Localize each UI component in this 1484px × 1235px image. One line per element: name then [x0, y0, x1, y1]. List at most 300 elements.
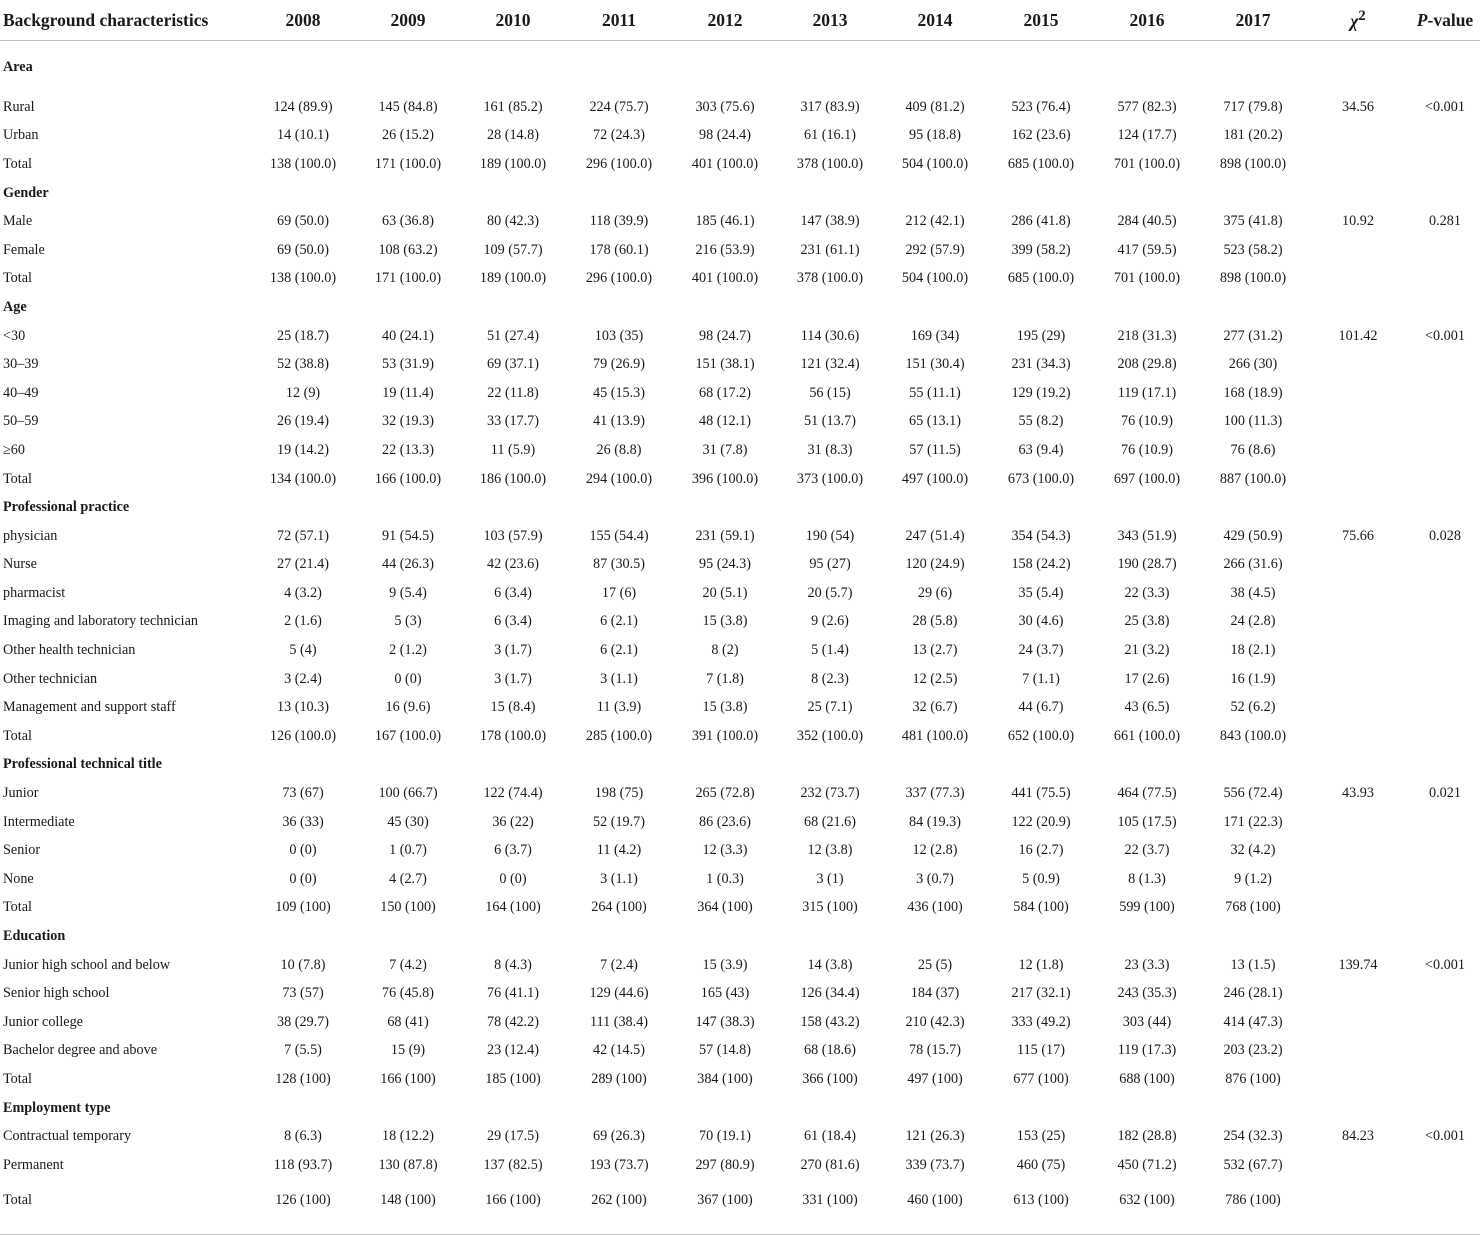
year-value-cell: 577 (82.3) — [1117, 98, 1177, 115]
year-value-cell: 460 (100) — [882, 1180, 988, 1235]
year-value-cell: 103 (57.9) — [483, 527, 543, 544]
year-value-cell: 2 (1.6) — [284, 613, 322, 630]
year-value-cell: 3 (1.1) — [600, 670, 638, 687]
year-value-cell: 51 (27.4) — [486, 327, 539, 344]
chi-square-cell — [1306, 122, 1410, 151]
table-row — [0, 951, 1480, 980]
year-value-cell: 100 (66.7) — [378, 785, 438, 802]
p-value-cell: 0.028 — [1429, 527, 1461, 544]
year-value-cell: 401 (100.0) — [691, 270, 759, 287]
header-year: 2008 — [250, 0, 356, 41]
year-value-cell: 184 (37) — [910, 985, 960, 1002]
year-value-cell: 224 (75.7) — [589, 98, 649, 115]
p-value-cell — [1410, 1065, 1480, 1094]
year-value-cell: 31 (7.8) — [702, 441, 748, 458]
table-row — [0, 236, 1480, 265]
row-label: Bachelor degree and above — [3, 1042, 158, 1059]
year-value-cell: 63 (36.8) — [381, 213, 434, 230]
year-value-cell: 25 (5) — [917, 956, 953, 973]
year-value-cell: 100 (11.3) — [1223, 413, 1283, 430]
year-value-cell: 118 (39.9) — [589, 213, 649, 230]
year-value-cell: 186 (100.0) — [479, 470, 547, 487]
row-label: Contractual temporary — [3, 1128, 132, 1145]
year-value-cell: 124 (17.7) — [1117, 127, 1177, 144]
table-row — [0, 779, 1480, 808]
year-value-cell: 162 (23.6) — [1011, 127, 1071, 144]
year-value-cell: 53 (31.9) — [381, 356, 434, 373]
year-value-cell: 45 (15.3) — [592, 384, 645, 401]
year-value-cell: 5 (4) — [289, 642, 317, 659]
header-year: 2009 — [356, 0, 460, 41]
chi-square-cell — [1306, 379, 1410, 408]
section-header-row — [0, 41, 1480, 94]
year-value-cell: 12 (3.3) — [702, 842, 748, 859]
chi-square-cell — [1306, 150, 1410, 179]
p-value-cell — [1410, 979, 1480, 1008]
year-value-cell: 195 (29) — [1016, 327, 1066, 344]
header-p-value — [1410, 0, 1480, 41]
year-value-cell: 86 (23.6) — [698, 813, 751, 830]
chi-square-cell — [1306, 1180, 1410, 1235]
year-value-cell: 126 (100) — [250, 1180, 356, 1235]
year-value-cell: 584 (100) — [1013, 899, 1069, 916]
year-value-cell: 33 (17.7) — [486, 413, 539, 430]
row-label: Total — [3, 727, 32, 744]
year-value-cell: 11 (5.9) — [490, 441, 536, 458]
year-value-cell: 129 (19.2) — [1011, 384, 1071, 401]
year-value-cell: 18 (2.1) — [1230, 642, 1276, 659]
chi-square-cell: 75.66 — [1342, 527, 1374, 544]
year-value-cell: 65 (13.1) — [908, 413, 961, 430]
p-value-cell — [1410, 722, 1480, 751]
year-value-cell: 138 (100.0) — [269, 155, 337, 172]
chi-square-cell — [1306, 1008, 1410, 1037]
year-value-cell: 8 (2.3) — [811, 670, 849, 687]
year-value-cell: 661 (100.0) — [1113, 727, 1181, 744]
section-title: Professional practice — [3, 499, 130, 516]
year-value-cell: 8 (1.3) — [1128, 870, 1166, 887]
year-value-cell: 29 (6) — [917, 584, 953, 601]
year-value-cell: 354 (54.3) — [1011, 527, 1071, 544]
year-value-cell: 38 (29.7) — [276, 1013, 329, 1030]
year-value-cell: 284 (40.5) — [1117, 213, 1177, 230]
year-value-cell: 203 (23.2) — [1223, 1042, 1283, 1059]
year-value-cell: 417 (59.5) — [1117, 241, 1177, 258]
year-value-cell: 76 (41.1) — [486, 985, 539, 1002]
year-value-cell: 44 (26.3) — [381, 556, 434, 573]
year-value-cell: 9 (1.2) — [1234, 870, 1272, 887]
section-header-row — [0, 179, 1480, 208]
year-value-cell: 504 (100.0) — [901, 270, 969, 287]
year-value-cell: 898 (100.0) — [1219, 270, 1287, 287]
year-value-cell: 497 (100.0) — [901, 470, 969, 487]
year-value-cell: 91 (54.5) — [381, 527, 434, 544]
table-row — [0, 579, 1480, 608]
year-value-cell: 27 (21.4) — [276, 556, 329, 573]
table-row — [0, 408, 1480, 437]
year-value-cell: 31 (8.3) — [807, 441, 853, 458]
year-value-cell: 80 (42.3) — [486, 213, 539, 230]
year-value-cell: 7 (1.1) — [1022, 670, 1060, 687]
year-value-cell: 12 (3.8) — [807, 842, 853, 859]
year-value-cell: 436 (100) — [907, 899, 963, 916]
year-value-cell: 171 (100.0) — [374, 155, 442, 172]
year-value-cell: 378 (100.0) — [796, 155, 864, 172]
year-value-cell: 212 (42.1) — [905, 213, 965, 230]
year-value-cell: 8 (2) — [711, 642, 739, 659]
chi-square-cell: 101.42 — [1338, 327, 1378, 344]
chi-superscript: 2 — [1358, 8, 1366, 25]
year-value-cell: 523 (58.2) — [1223, 241, 1283, 258]
p-value-cell — [1410, 465, 1480, 494]
year-value-cell: 3 (0.7) — [916, 870, 954, 887]
year-value-cell: 69 (26.3) — [592, 1128, 645, 1145]
row-label: 30–39 — [3, 356, 39, 373]
year-value-cell: 76 (10.9) — [1120, 441, 1173, 458]
row-label: Male — [3, 213, 33, 230]
year-value-cell: 126 (100.0) — [269, 727, 337, 744]
year-value-cell: 95 (24.3) — [698, 556, 751, 573]
chi-square-cell — [1306, 665, 1410, 694]
table-row — [0, 665, 1480, 694]
row-label: <30 — [3, 327, 26, 344]
year-value-cell: 266 (31.6) — [1223, 556, 1283, 573]
year-value-cell: 158 (43.2) — [800, 1013, 860, 1030]
p-value-cell — [1410, 236, 1480, 265]
year-value-cell: 697 (100.0) — [1113, 470, 1181, 487]
year-value-cell: 464 (77.5) — [1117, 785, 1177, 802]
year-value-cell: 51 (13.7) — [803, 413, 856, 430]
table-row — [0, 865, 1480, 894]
year-value-cell: 12 (2.5) — [912, 670, 958, 687]
year-value-cell: 384 (100) — [697, 1070, 753, 1087]
year-value-cell: 48 (12.1) — [698, 413, 751, 430]
year-value-cell: 296 (100.0) — [585, 155, 653, 172]
table-row — [0, 722, 1480, 751]
year-value-cell: 429 (50.9) — [1223, 527, 1283, 544]
year-value-cell: 190 (28.7) — [1117, 556, 1177, 573]
table-row — [0, 436, 1480, 465]
year-value-cell: 1 (0.3) — [706, 870, 744, 887]
year-value-cell: 166 (100.0) — [374, 470, 442, 487]
year-value-cell: 22 (3.7) — [1124, 842, 1170, 859]
year-value-cell: 22 (3.3) — [1124, 584, 1170, 601]
year-value-cell: 161 (85.2) — [483, 98, 543, 115]
chi-square-cell — [1306, 1065, 1410, 1094]
year-value-cell: 898 (100.0) — [1219, 155, 1287, 172]
year-value-cell: 460 (75) — [1016, 1156, 1066, 1173]
year-value-cell: 24 (3.7) — [1018, 642, 1064, 659]
year-value-cell: 190 (54) — [805, 527, 855, 544]
year-value-cell: 134 (100.0) — [269, 470, 337, 487]
year-value-cell: 32 (6.7) — [912, 699, 958, 716]
year-value-cell: 216 (53.9) — [695, 241, 755, 258]
year-value-cell: 3 (1.7) — [494, 670, 532, 687]
year-value-cell: 22 (11.8) — [487, 384, 539, 401]
year-value-cell: 119 (17.3) — [1117, 1042, 1177, 1059]
year-value-cell: 337 (77.3) — [905, 785, 965, 802]
year-value-cell: 151 (30.4) — [905, 356, 965, 373]
p-value-cell — [1410, 350, 1480, 379]
chi-square-cell: 84.23 — [1342, 1128, 1374, 1145]
year-value-cell: 7 (5.5) — [284, 1042, 322, 1059]
year-value-cell: 26 (19.4) — [276, 413, 329, 430]
year-value-cell: 150 (100) — [380, 899, 436, 916]
year-value-cell: 12 (2.8) — [912, 842, 958, 859]
p-value-cell — [1410, 693, 1480, 722]
year-value-cell: 688 (100) — [1119, 1070, 1175, 1087]
year-value-cell: 24 (2.8) — [1230, 613, 1276, 630]
table-row — [0, 1037, 1480, 1066]
year-value-cell: 21 (3.2) — [1124, 642, 1170, 659]
year-value-cell: 3 (1.1) — [600, 870, 638, 887]
year-value-cell: 231 (61.1) — [800, 241, 860, 258]
year-value-cell: 701 (100.0) — [1113, 270, 1181, 287]
year-value-cell: 68 (18.6) — [803, 1042, 856, 1059]
row-label: None — [3, 870, 34, 887]
row-label: Other technician — [3, 670, 98, 687]
year-value-cell: 105 (17.5) — [1117, 813, 1177, 830]
p-value-cell: <0.001 — [1425, 1128, 1465, 1145]
year-value-cell: 126 (34.4) — [800, 985, 860, 1002]
year-value-cell: 5 (1.4) — [811, 642, 849, 659]
year-value-cell: 333 (49.2) — [1011, 1013, 1071, 1030]
table-row — [0, 894, 1480, 923]
row-label: 50–59 — [3, 413, 39, 430]
year-value-cell: 72 (24.3) — [592, 127, 645, 144]
year-value-cell: 292 (57.9) — [905, 241, 965, 258]
year-value-cell: 254 (32.3) — [1223, 1128, 1283, 1145]
year-value-cell: 72 (57.1) — [276, 527, 329, 544]
year-value-cell: 7 (4.2) — [389, 956, 427, 973]
year-value-cell: 193 (73.7) — [589, 1156, 649, 1173]
year-value-cell: 45 (30) — [387, 813, 429, 830]
table-row — [0, 808, 1480, 837]
header-year: 2016 — [1094, 0, 1200, 41]
row-label: Junior — [3, 785, 39, 802]
chi-square-cell — [1306, 608, 1410, 637]
p-value-cell: 0.021 — [1429, 785, 1461, 802]
row-label: Imaging and laboratory technician — [3, 613, 199, 630]
table-header — [0, 0, 1480, 41]
year-value-cell: 28 (14.8) — [486, 127, 539, 144]
row-label: Urban — [3, 127, 39, 144]
section-title: Area — [3, 58, 33, 75]
section-title: Employment type — [3, 1099, 111, 1116]
p-value-cell — [1410, 265, 1480, 294]
year-value-cell: 23 (3.3) — [1124, 956, 1170, 973]
table-row — [0, 1180, 1480, 1235]
row-label: Intermediate — [3, 813, 75, 830]
year-value-cell: 121 (32.4) — [800, 356, 860, 373]
year-value-cell: 4 (3.2) — [284, 584, 322, 601]
year-value-cell: 171 (22.3) — [1223, 813, 1283, 830]
year-value-cell: 399 (58.2) — [1011, 241, 1071, 258]
year-value-cell: 352 (100.0) — [796, 727, 864, 744]
year-value-cell: 876 (100) — [1225, 1070, 1281, 1087]
year-value-cell: 79 (26.9) — [592, 356, 645, 373]
table-row — [0, 93, 1480, 122]
table-row — [0, 350, 1480, 379]
table-row — [0, 265, 1480, 294]
year-value-cell: 367 (100) — [672, 1180, 778, 1235]
year-value-cell: 315 (100) — [802, 899, 858, 916]
year-value-cell: 40 (24.1) — [381, 327, 434, 344]
table-row — [0, 150, 1480, 179]
year-value-cell: 6 (3.7) — [494, 842, 532, 859]
year-value-cell: 685 (100.0) — [1007, 270, 1075, 287]
year-value-cell: 12 (9) — [285, 384, 321, 401]
year-value-cell: 218 (31.3) — [1117, 327, 1177, 344]
year-value-cell: 364 (100) — [697, 899, 753, 916]
header-year: 2011 — [566, 0, 672, 41]
row-label: Junior college — [3, 1013, 83, 1030]
year-value-cell: 42 (23.6) — [486, 556, 539, 573]
section-title: Professional technical title — [3, 756, 162, 773]
year-value-cell: 164 (100) — [485, 899, 541, 916]
year-value-cell: 168 (18.9) — [1223, 384, 1283, 401]
year-value-cell: 396 (100.0) — [691, 470, 759, 487]
year-value-cell: 95 (27) — [809, 556, 851, 573]
chi-symbol: χ — [1350, 10, 1359, 31]
year-value-cell: 632 (100) — [1094, 1180, 1200, 1235]
header-characteristic: Background characteristics — [0, 0, 250, 41]
year-value-cell: 155 (54.4) — [589, 527, 649, 544]
p-value-cell — [1410, 636, 1480, 665]
p-value-cell — [1410, 1151, 1480, 1180]
year-value-cell: 391 (100.0) — [691, 727, 759, 744]
year-value-cell: 768 (100) — [1225, 899, 1281, 916]
year-value-cell: 23 (12.4) — [486, 1042, 539, 1059]
year-value-cell: 366 (100) — [802, 1070, 858, 1087]
row-label: Senior high school — [3, 985, 110, 1002]
year-value-cell: 52 (6.2) — [1230, 699, 1276, 716]
year-value-cell: 57 (11.5) — [909, 441, 961, 458]
year-value-cell: 303 (44) — [1122, 1013, 1172, 1030]
row-label: Total — [3, 1070, 32, 1087]
year-value-cell: 69 (37.1) — [486, 356, 539, 373]
year-value-cell: 178 (60.1) — [589, 241, 649, 258]
year-value-cell: 52 (19.7) — [592, 813, 645, 830]
p-value-cell — [1410, 808, 1480, 837]
header-year: 2015 — [988, 0, 1094, 41]
row-label: ≥60 — [3, 441, 25, 458]
year-value-cell: 38 (4.5) — [1230, 584, 1276, 601]
header-year: 2012 — [672, 0, 778, 41]
table-row — [0, 608, 1480, 637]
chi-square-cell — [1306, 836, 1410, 865]
year-value-cell: 10 (7.8) — [280, 956, 326, 973]
section-header-row — [0, 293, 1480, 322]
year-value-cell: 43 (6.5) — [1124, 699, 1170, 716]
year-value-cell: 36 (22) — [492, 813, 534, 830]
year-value-cell: 41 (13.9) — [592, 413, 645, 430]
year-value-cell: 114 (30.6) — [800, 327, 860, 344]
year-value-cell: 3 (1.7) — [494, 642, 532, 659]
year-value-cell: 7 (2.4) — [600, 956, 638, 973]
table-row — [0, 979, 1480, 1008]
chi-square-cell — [1306, 636, 1410, 665]
year-value-cell: 178 (100.0) — [479, 727, 547, 744]
year-value-cell: 19 (11.4) — [382, 384, 434, 401]
table-row — [0, 522, 1480, 551]
header-year: 2010 — [460, 0, 566, 41]
year-value-cell: 5 (0.9) — [1022, 870, 1060, 887]
p-value-cell — [1410, 836, 1480, 865]
year-value-cell: 378 (100.0) — [796, 270, 864, 287]
year-value-cell: 61 (18.4) — [803, 1128, 856, 1145]
year-value-cell: 68 (41) — [387, 1013, 429, 1030]
chi-square-cell — [1306, 579, 1410, 608]
p-value-cell: 0.281 — [1429, 213, 1461, 230]
year-value-cell: 138 (100.0) — [269, 270, 337, 287]
p-value-cell — [1410, 1008, 1480, 1037]
year-value-cell: 9 (2.6) — [811, 613, 849, 630]
chi-square-cell — [1306, 350, 1410, 379]
year-value-cell: 124 (89.9) — [273, 98, 333, 115]
year-value-cell: 277 (31.2) — [1223, 327, 1283, 344]
year-value-cell: 130 (87.8) — [378, 1156, 438, 1173]
year-value-cell: 409 (81.2) — [905, 98, 965, 115]
year-value-cell: 57 (14.8) — [698, 1042, 751, 1059]
row-label: Female — [3, 241, 45, 258]
year-value-cell: 128 (100) — [275, 1070, 331, 1087]
chi-square-cell — [1306, 979, 1410, 1008]
year-value-cell: 331 (100) — [778, 1180, 882, 1235]
table-row — [0, 836, 1480, 865]
year-value-cell: 18 (12.2) — [381, 1128, 434, 1145]
year-value-cell: 3 (1) — [816, 870, 844, 887]
p-value-cell — [1410, 408, 1480, 437]
year-value-cell: 185 (46.1) — [695, 213, 755, 230]
chi-square-cell — [1306, 265, 1410, 294]
year-value-cell: 70 (19.1) — [698, 1128, 751, 1145]
year-value-cell: 247 (51.4) — [905, 527, 965, 544]
year-value-cell: 286 (41.8) — [1011, 213, 1071, 230]
year-value-cell: 6 (2.1) — [600, 642, 638, 659]
year-value-cell: 61 (16.1) — [803, 127, 856, 144]
row-label: Rural — [3, 98, 35, 115]
table-row — [0, 379, 1480, 408]
year-value-cell: 15 (9) — [390, 1042, 426, 1059]
year-value-cell: 5 (3) — [394, 613, 422, 630]
p-suffix: -value — [1427, 9, 1474, 30]
year-value-cell: 73 (57) — [282, 985, 324, 1002]
chi-square-cell — [1306, 693, 1410, 722]
year-value-cell: 265 (72.8) — [695, 785, 755, 802]
year-value-cell: 232 (73.7) — [800, 785, 860, 802]
section-header-row — [0, 1094, 1480, 1123]
year-value-cell: 0 (0) — [499, 870, 527, 887]
row-label: pharmacist — [3, 584, 66, 601]
p-value-cell — [1410, 1180, 1480, 1235]
year-value-cell: 55 (11.1) — [909, 384, 961, 401]
year-value-cell: 14 (3.8) — [807, 956, 853, 973]
year-value-cell: 32 (4.2) — [1230, 842, 1276, 859]
year-value-cell: 297 (80.9) — [695, 1156, 755, 1173]
year-value-cell: 16 (9.6) — [385, 699, 431, 716]
year-value-cell: 120 (24.9) — [905, 556, 965, 573]
table-row — [0, 465, 1480, 494]
year-value-cell: 165 (43) — [700, 985, 750, 1002]
year-value-cell: 270 (81.6) — [800, 1156, 860, 1173]
year-value-cell: 84 (19.3) — [908, 813, 961, 830]
year-value-cell: 25 (3.8) — [1124, 613, 1170, 630]
year-value-cell: 78 (42.2) — [486, 1013, 539, 1030]
year-value-cell: 36 (33) — [282, 813, 324, 830]
year-value-cell: 450 (71.2) — [1117, 1156, 1177, 1173]
year-value-cell: 15 (8.4) — [490, 699, 536, 716]
